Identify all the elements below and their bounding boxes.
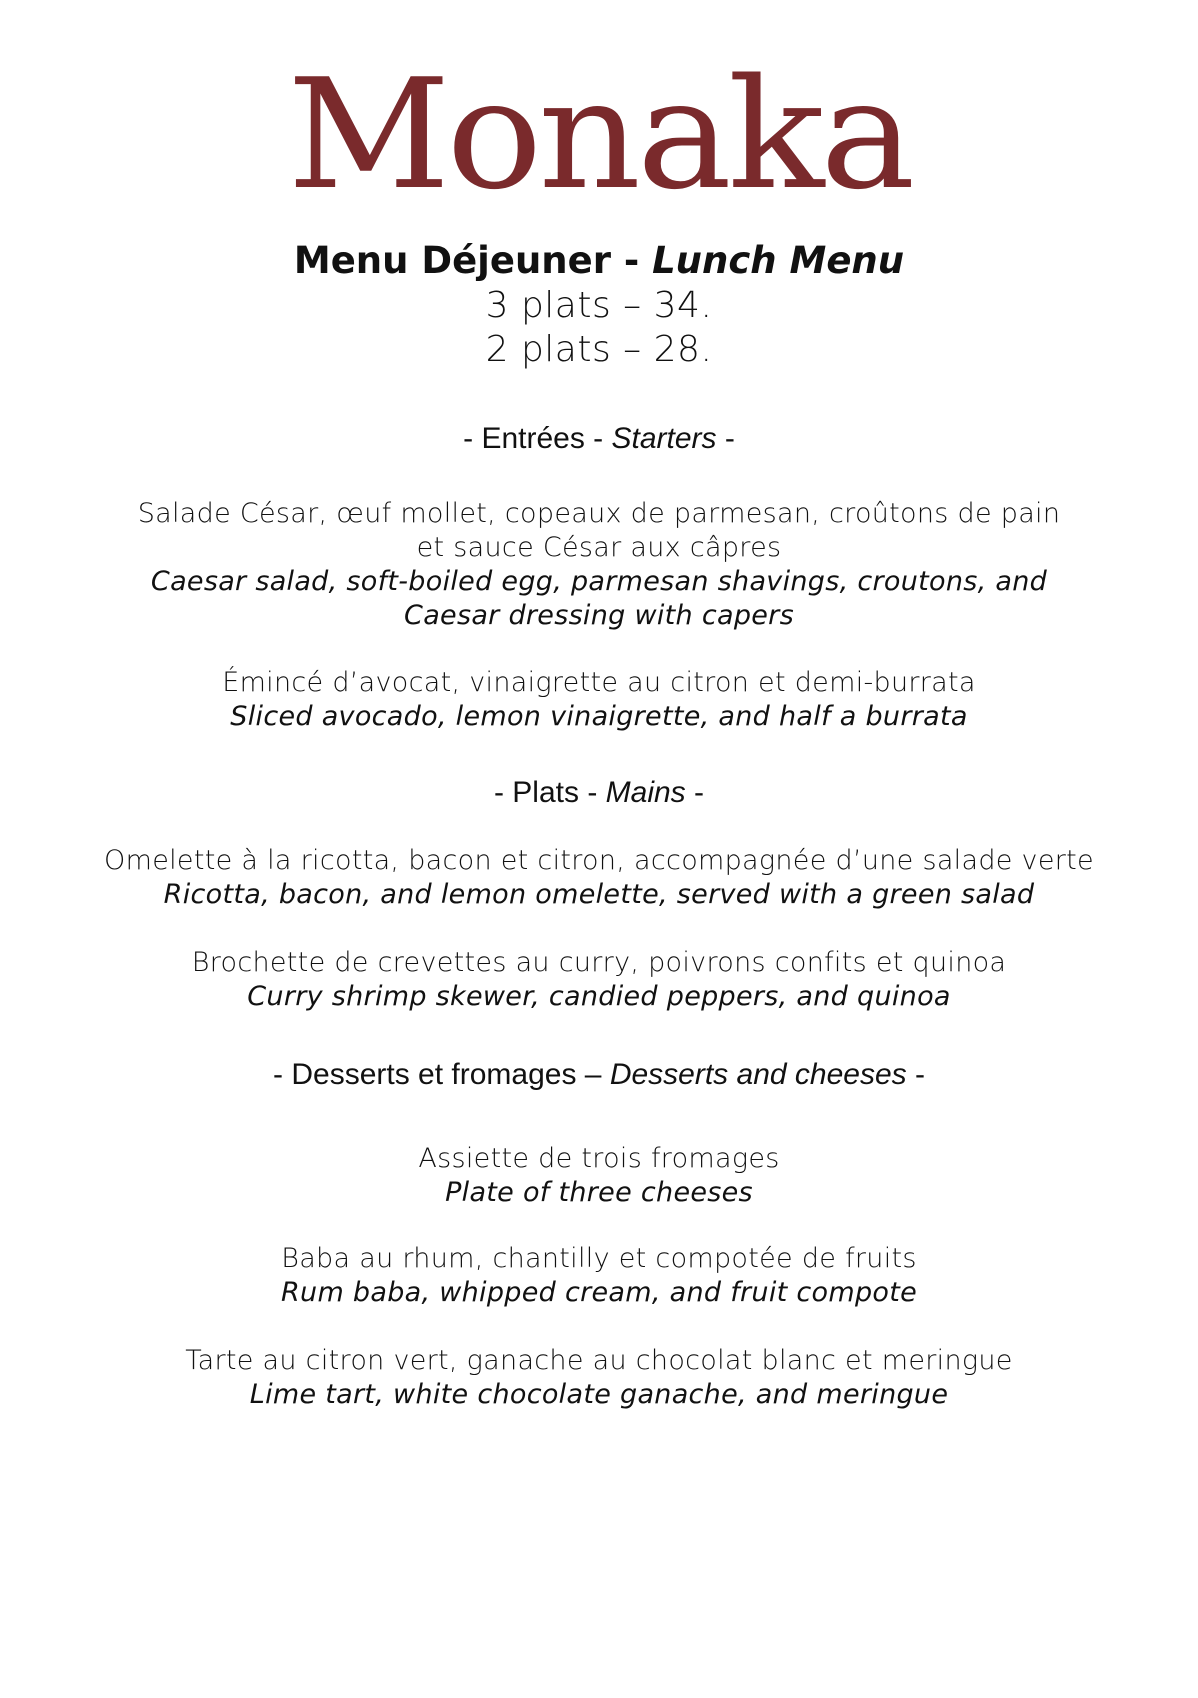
dish-name-en: Curry shrimp skewer, candied peppers, and quinoa <box>247 981 951 1012</box>
menu-title-fr: Menu Déjeuner - <box>293 239 653 282</box>
dish-name-en: Caesar salad, soft-boiled egg, parmesan shavings, croutons, and Caesar dressing with capers <box>150 566 1048 631</box>
dish-name-fr: Tarte au citron vert, ganache au chocolat blanc et meringue <box>185 1345 1013 1376</box>
dish-item-dessert-2 <box>0 1242 1198 1310</box>
logo-wordmark: Monaka <box>286 46 912 223</box>
section-title-fr: - Desserts et fromages – <box>273 1058 610 1091</box>
section-title-fr: - Entrées - <box>463 422 612 455</box>
section-title-desserts <box>0 1057 1198 1093</box>
dish-name-fr: Brochette de crevettes au curry, poivrons confits et quinoa <box>191 947 1007 978</box>
dish-name-en: Lime tart, white chocolate ganache, and meringue <box>249 1379 949 1410</box>
dish-name-fr: Baba au rhum, chantilly et compotée de fruits <box>281 1243 917 1274</box>
dish-item-main-1 <box>0 844 1198 912</box>
dish-item-dessert-3 <box>0 1344 1198 1412</box>
price-three-courses: 3 plats – 34. <box>485 285 713 326</box>
section-title-end: - <box>716 422 735 455</box>
price-two-courses: 2 plats – 28. <box>485 329 713 370</box>
dish-item-starter-2 <box>0 666 1198 734</box>
section-title-en: Starters <box>611 422 717 455</box>
section-title-en: Mains <box>605 776 686 809</box>
dish-name-en: Ricotta, bacon, and lemon omelette, served with a green salad <box>163 879 1035 910</box>
section-title-starters <box>0 421 1198 457</box>
dish-item-dessert-1 <box>0 1142 1198 1210</box>
dish-name-fr: Émincé d’avocat, vinaigrette au citron et demi-burrata <box>222 667 976 698</box>
dish-name-fr: Omelette à la ricotta, bacon et citron, accompagnée d’une salade verte <box>104 845 1094 876</box>
section-title-fr: - Plats - <box>493 776 606 809</box>
menu-title <box>0 238 1198 284</box>
menu-title-en: Lunch Menu <box>652 239 905 282</box>
section-title-end: - <box>685 776 705 809</box>
dish-item-starter-1 <box>0 497 1198 633</box>
section-title-en: Desserts and cheeses <box>609 1058 907 1091</box>
dish-item-main-2 <box>0 946 1198 1014</box>
section-title-mains <box>0 775 1198 811</box>
restaurant-logo <box>0 46 1198 223</box>
menu-header <box>0 238 1198 372</box>
dish-name-fr: Salade César, œuf mollet, copeaux de parmesan, croûtons de pain et sauce César aux câpres <box>137 498 1061 563</box>
dish-name-fr: Assiette de trois fromages <box>418 1143 780 1174</box>
dish-name-en: Plate of three cheeses <box>445 1177 753 1208</box>
dish-name-en: Rum baba, whipped cream, and fruit compote <box>280 1277 918 1308</box>
section-title-end: - <box>906 1058 925 1091</box>
dish-name-en: Sliced avocado, lemon vinaigrette, and half a burrata <box>230 701 968 732</box>
